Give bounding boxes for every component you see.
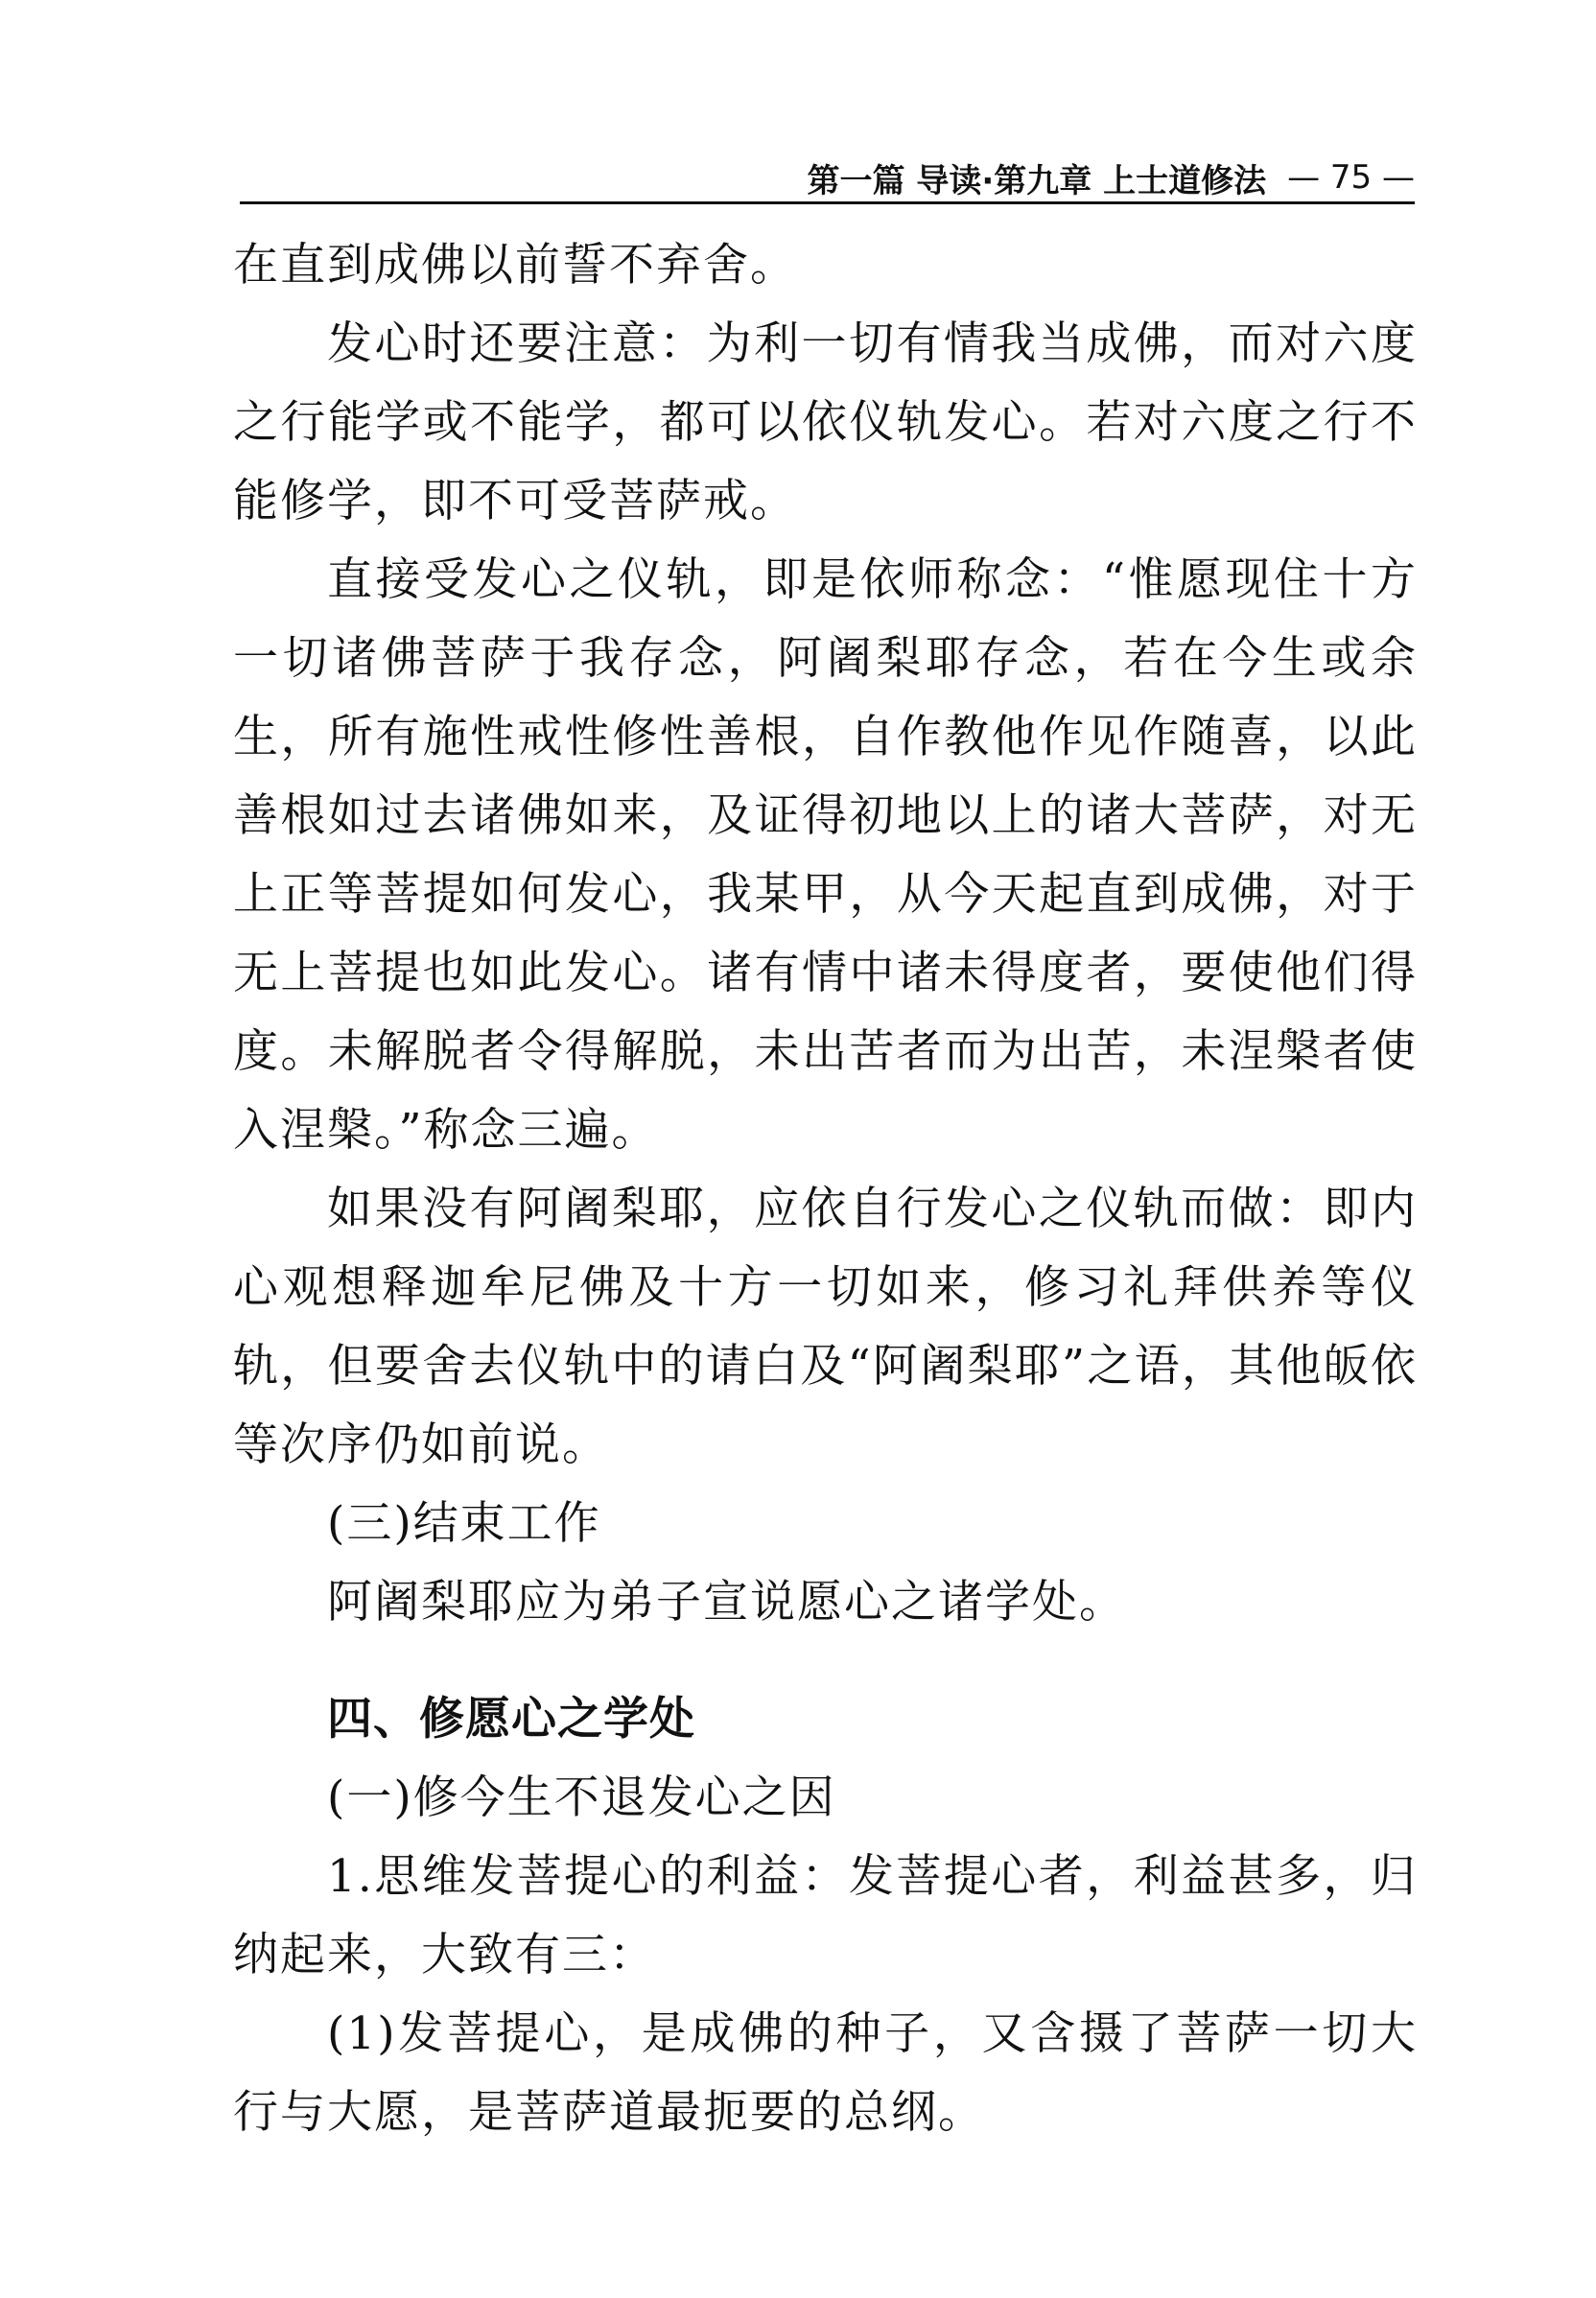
paragraph-benefit-one: (1)发菩提心，是成佛的种子，又含摄了菩萨一切大行与大愿，是菩萨道最扼要的总纲。 <box>233 2007 1418 2139</box>
running-title: 第一篇 导读·第九章 上士道修法 <box>807 161 1267 200</box>
running-header <box>240 153 1415 204</box>
paragraph-benefits: 1.思维发菩提心的利益：发菩提心者，利益甚多，归纳起来，大致有三： <box>233 1850 1418 1981</box>
subheading-cause: (一)修今生不退发心之因 <box>327 1771 836 1824</box>
section-heading: 四、修愿心之学处 <box>327 1693 695 1746</box>
paragraph-note: 发心时还要注意：为利一切有情我当成佛，而对六度之行能学或不能学，都可以依仪轨发心。若对六度之行不能修学，即不可受菩萨戒。 <box>233 317 1418 528</box>
paragraph-continuation: 在直到成佛以前誓不弃舍。 <box>233 239 797 292</box>
subheading-closing-work: (三)结束工作 <box>327 1497 601 1550</box>
paragraph-ritual-recitation: 直接受发心之仪轨，即是依师称念：“惟愿现住十方一切诸佛菩萨于我存念，阿阇梨耶存念，若在今生或余生，所有施性戒性修性善根，自作教他作见作随喜，以此善根如过去诸佛如来，及证得初地以上的诸大菩萨，对无上正等菩提如何发心，我某甲，从今天起直到成佛，对于无上菩提也如此发心。诸有情中诸未得度者，要使他们得度。未解脱者令得解脱，未出苦者而为出苦，未涅槃者使入涅槃。”称念三遍。 <box>233 553 1418 1157</box>
paragraph-precepts: 阿阇梨耶应为弟子宣说愿心之诸学处。 <box>327 1576 1126 1629</box>
paragraph-self-ritual: 如果没有阿阇梨耶，应依自行发心之仪轨而做：即内心观想释迦牟尼佛及十方一切如来，修习礼拜供养等仪轨，但要舍去仪轨中的请白及“阿阇梨耶”之语，其他皈依等次序仍如前说。 <box>233 1183 1418 1471</box>
page-body <box>233 226 1418 2152</box>
page-number: — 75 — <box>1287 158 1415 197</box>
